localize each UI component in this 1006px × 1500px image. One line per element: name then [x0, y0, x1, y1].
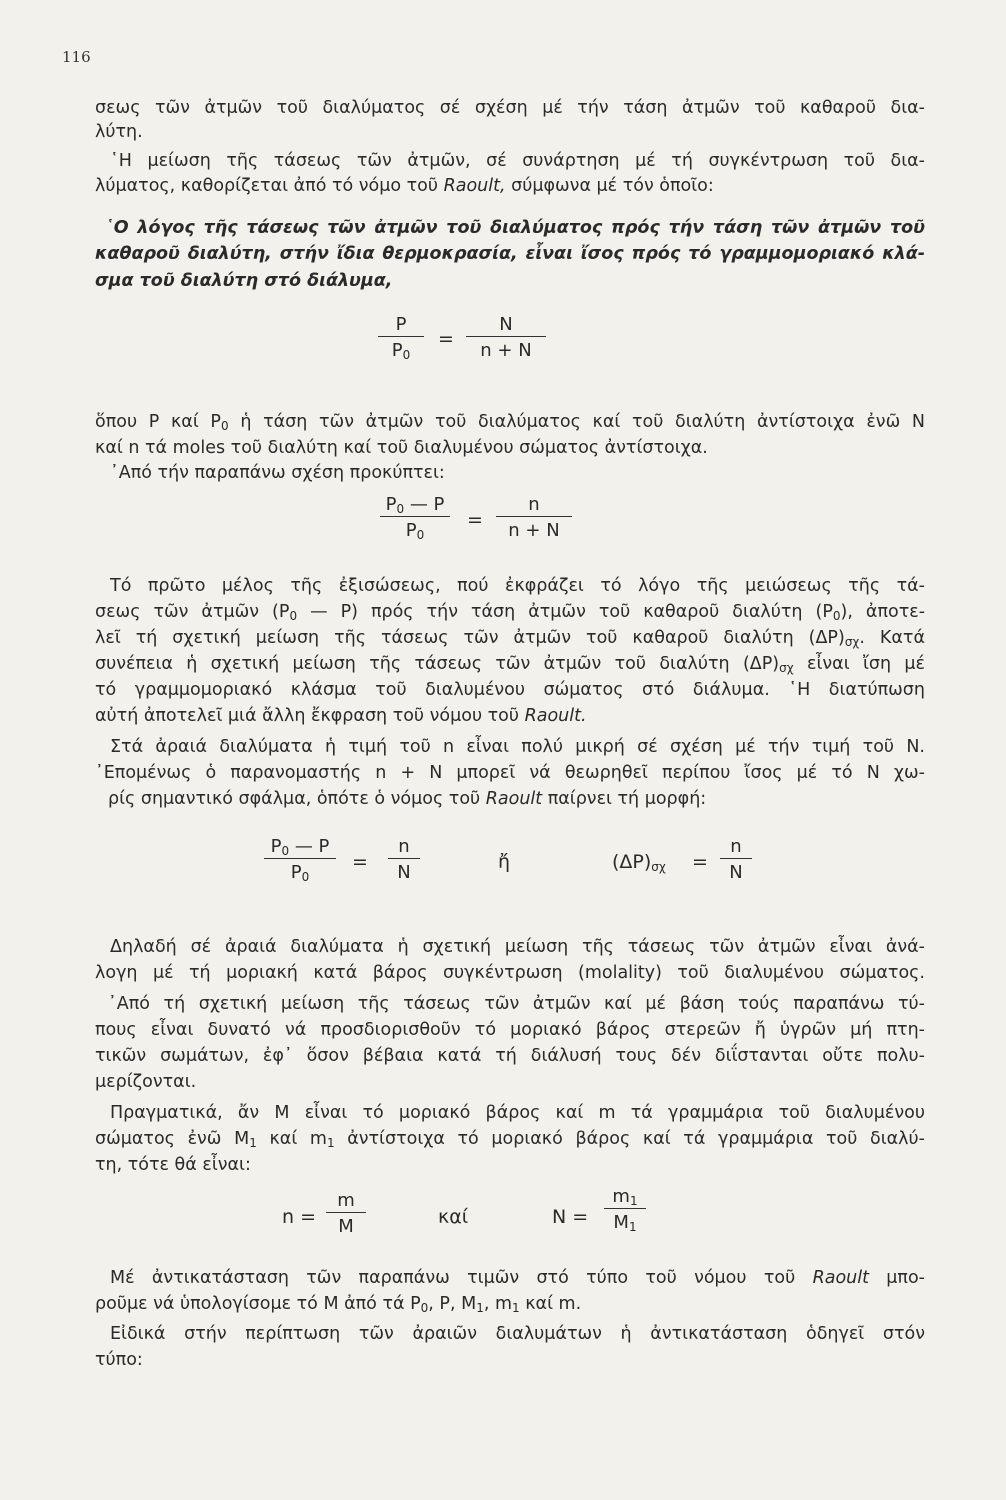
equation-fraction: $\frac{P_0 — P}{P_0}$	[380, 494, 450, 541]
text-line: τό γραμμομοριακό κλάσμα τοῦ διαλυμένου σώματος στό διάλυμα. ῾Η διατύπωση	[95, 680, 925, 700]
text-line: ὅπου P καί $P_0$ ἡ τάση τῶν ἀτμῶν τοῦ διαλύματος καί τοῦ διαλύτη ἀντίστοιχα ἐνῶ N	[95, 412, 925, 433]
text-line: Μέ ἀντικατάσταση τῶν παραπάνω τιμῶν στό τύπο τοῦ νόμου τοῦ Raoult μπο-	[110, 1268, 925, 1288]
text-line: τύπο:	[95, 1350, 143, 1370]
text-line: Πραγματικά, ἄν M εἶναι τό μοριακό βάρος καί m τά γραμμάρια τοῦ διαλυμένου	[110, 1103, 925, 1123]
or-word: ἤ	[498, 851, 511, 873]
equation-fraction: $\frac{m}{M}$	[326, 1190, 366, 1237]
text-line: ρίς σημαντικό σφάλμα, ὁπότε ὁ νόμος τοῦ Raoult παίρνει τή μορφή:	[108, 789, 707, 809]
text-line: συνέπεια ἡ σχετική μείωση τῆς τάσεως τῶν ἀτμῶν τοῦ διαλύτη $(\Delta P)_{\sigma\chi}$ εἶναι ἴση μέ	[95, 654, 925, 675]
text-line: αὐτή ἀποτελεῖ μιά ἄλλη ἔκφραση τοῦ νόμου τοῦ Raoult.	[95, 706, 587, 726]
text-line: σώματος ἐνῶ $M_1$ καί $m_1$ ἀντίστοιχα τό μοριακό βάρος καί τά γραμμάρια τοῦ διαλύ-	[95, 1129, 925, 1150]
text-line: ᾿Επομένως ὁ παρανομαστής n + N μπορεῖ νά θεωρηθεῖ περίπου ἴσος μέ τό N χω-	[95, 763, 925, 783]
equals-sign: =	[352, 851, 368, 873]
text-line: Τό πρῶτο μέλος τῆς ἐξισώσεως, πού ἐκφράζει τό λόγο τῆς μειώσεως τῆς τά-	[110, 576, 925, 596]
law-statement: καθαροῦ διαλύτη, στήν ἴδια θερμοκρασία, εἶναι ἴσος πρός τό γραμμομοριακό κλά-	[95, 244, 925, 264]
text-line: καί n τά moles τοῦ διαλύτη καί τοῦ διαλυμένου σώματος ἀντίστοιχα.	[95, 438, 708, 458]
equation-fraction: $\frac{n}{N}$	[388, 836, 420, 883]
text-line: ᾿Από τήν παραπάνω σχέση προκύπτει:	[110, 463, 445, 483]
text-line: λύματος, καθορίζεται ἀπό τό νόμο τοῦ Raoult, σύμφωνα μέ τόν ὁποῖο:	[95, 176, 714, 196]
equals-sign: =	[438, 328, 454, 350]
text-line: πους εἶναι δυνατό νά προσδιορισθοῦν τό μοριακό βάρος στερεῶν ἤ ὑγρῶν μή πτη-	[95, 1020, 925, 1040]
equation-fraction: $\frac{m_1}{M_1}$	[604, 1186, 646, 1233]
equals-sign: =	[467, 509, 483, 531]
equation-fraction: $\frac{n}{N}$	[720, 836, 752, 883]
text-line: ῾Η μείωση τῆς τάσεως τῶν ἀτμῶν, σέ συνάρτηση μέ τή συγκέντρωση τοῦ δια-	[110, 151, 925, 171]
relative-decrease-symbol: $(\Delta P)_{\sigma\chi}$	[612, 851, 666, 874]
equation-fraction: $\frac{N}{n + N}$	[466, 314, 546, 361]
equation-fraction: $\frac{n}{n + N}$	[496, 494, 572, 541]
and-word: καί	[438, 1206, 469, 1228]
equation-fraction: $\frac{P}{P_0}$	[378, 314, 424, 361]
equation-fraction: $\frac{P_0 — P}{P_0}$	[264, 836, 336, 883]
text-line: σεως τῶν ἀτμῶν τοῦ διαλύματος σέ σχέση μέ τήν τάση ἀτμῶν τοῦ καθαροῦ δια-	[95, 98, 925, 118]
text-line: ροῦμε νά ὑπολογίσομε τό M ἀπό τά $P_0$, P, $M_1$, $m_1$ καί m.	[95, 1294, 582, 1315]
law-statement: σμα τοῦ διαλύτη στό διάλυμα,	[95, 271, 393, 291]
equation-lhs: N =	[552, 1206, 589, 1228]
text-line: λύτη.	[95, 122, 143, 142]
text-line: μερίζονται.	[95, 1072, 197, 1092]
text-line: τη, τότε θά εἶναι:	[95, 1155, 251, 1175]
text-line: τικῶν σωμάτων, ἐφ᾿ ὅσον βέβαια κατά τή διάλυσή τους δέν διΐστανται οὔτε πολυ-	[95, 1046, 925, 1066]
equals-sign: =	[692, 851, 708, 873]
page-number: 116	[62, 48, 91, 66]
text-line: Στά ἀραιά διαλύματα ἡ τιμή τοῦ n εἶναι πολύ μικρή σέ σχέση μέ τήν τιμή τοῦ N.	[110, 737, 925, 757]
text-line: Δηλαδή σέ ἀραιά διαλύματα ἡ σχετική μείωση τῆς τάσεως τῶν ἀτμῶν εἶναι ἀνά-	[110, 937, 925, 957]
equation-lhs: n =	[282, 1206, 317, 1228]
text-line: λογη μέ τή μοριακή κατά βάρος συγκέντρωση (molality) τοῦ διαλυμένου σώματος.	[95, 963, 925, 983]
text-line: λεῖ τή σχετική μείωση τῆς τάσεως τῶν ἀτμῶν τοῦ καθαροῦ διαλύτη $(\Delta P)_{\sigma\chi}$. Κατά	[95, 628, 925, 649]
text-line: σεως τῶν ἀτμῶν ($P_0$ — P) πρός τήν τάση ἀτμῶν τοῦ καθαροῦ διαλύτη $(P_0)$, ἀποτε-	[95, 602, 926, 623]
text-line: Εἰδικά στήν περίπτωση τῶν ἀραιῶν διαλυμάτων ἡ ἀντικατάσταση ὁδηγεῖ στόν	[110, 1324, 925, 1344]
law-statement: ῾Ο λόγος τῆς τάσεως τῶν ἀτμῶν τοῦ διαλύματος πρός τήν τάση τῶν ἀτμῶν τοῦ	[105, 218, 925, 238]
text-line: ᾿Από τή σχετική μείωση τῆς τάσεως τῶν ἀτμῶν καί μέ βάση τούς παραπάνω τύ-	[108, 994, 925, 1014]
